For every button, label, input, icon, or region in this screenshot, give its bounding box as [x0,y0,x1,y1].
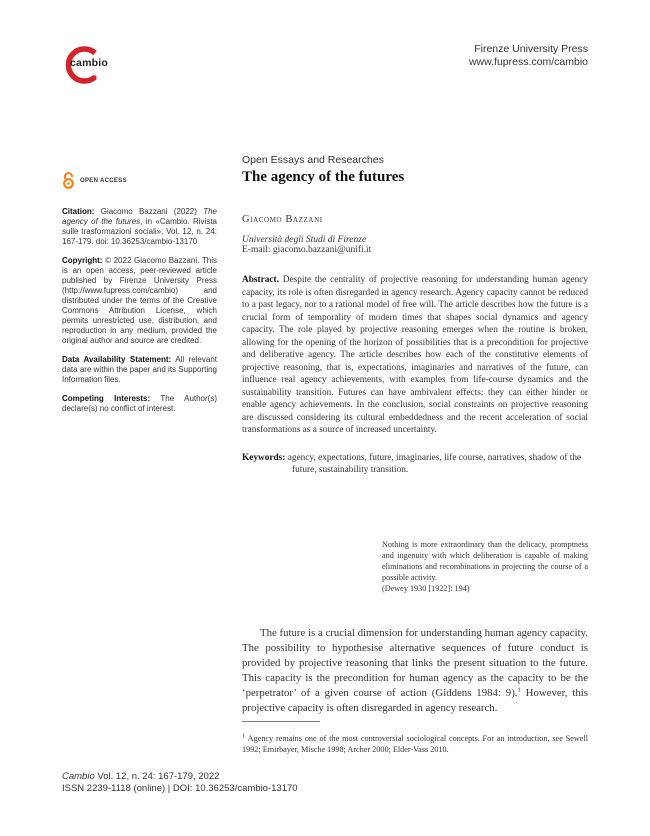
competing-interests-text: The Author(s) declare(s) no conflict of interest. [62,394,218,413]
logo-text: cambio [70,57,108,69]
keywords-text: agency, expectations, future, imaginaries, life course, narratives, shadow of the future, sustainability transition. [287,452,582,475]
abstract-text: Despite the centrality of projective reasoning for understanding human agency capacity, its role is often disregarded in agency research. Agency capacity cannot be reduced to a past legacy, nor to a rational model of free will. The article describes how the future is a crucial form of temporality of modern times that shapes social dynamics and agency capacity. The role played by projective reasoning emerges when the routine is broken, allowing for the opening of the horizon of possibilities that is a precondition for projective and deliberative agency. The article describes how each of the constitutive elements of projective reasoning, that is, expectations, imaginaries and narratives of the future, can influence real agency achievements, with examples from life-course dynamics and the sustainability transition. Futures can have ambivalent effects: they can either hinder or enable agency achievements. In the conclusion, social constraints on projective reasoning are discussed considering its cultural embeddedness and the recent acceleration of social transformations as a source of increased uncertainty. [242,275,588,435]
article-metadata-sidebar [62,172,217,423]
citation-text-2: , in «Cambio. Rivista sulle trasformazioni sociali», Vol. 12, n. 24: 167-179. doi: 10.36253/cambio-13170 [62,217,218,246]
author-email: E-mail: giacomo.bazzani@unifi.it [242,245,372,255]
keywords-label: Keywords: [242,452,286,463]
footnote [242,733,588,755]
footnote-text: Agency remains one of the most controversial sociological concepts. For an introduction, see Sewell 1992; Emirbayer, Mische 1998; Archer 2000; Elder-Vass 2010. [242,734,588,754]
body-paragraph [242,626,588,716]
footer-journal-name: Cambio [62,771,95,782]
abstract-label: Abstract. [242,275,279,285]
cambio-logo [62,45,122,85]
page-footer [62,771,298,795]
body-text-1: The future is a crucial dimension for understanding human agency capacity. The possibility to hypothesise alternative sequences of future conduct is provided by projective reasoning that links the present situation to the future. This capacity is the precondition for human agency as the capacity to be the ‘perpetrator’ of a given course of action (Giddens 1984: 9). [242,627,588,699]
data-availability-label: Data Availability Statement: [62,355,172,364]
open-access-icon [62,172,75,189]
epigraph [382,539,588,594]
article-main [242,150,588,477]
footer-journal-volume: Vol. 12, n. 24: 167-179, 2022 [94,771,220,782]
publisher-info [469,43,588,69]
copyright-block [62,256,217,346]
article-title: The agency of the futures [242,169,405,185]
data-availability-block [62,355,217,385]
epigraph-source: (Dewey 1930 [1922]: 194) [382,584,470,593]
open-access-label: OPEN ACCESS [80,177,127,184]
competing-interests-block [62,394,217,414]
publisher-url[interactable]: www.fupress.com/cambio [468,56,588,68]
author-affiliation: Università degli Studi di Firenze [242,235,367,245]
citation-block [62,207,217,247]
open-access-badge [62,172,217,189]
epigraph-quote: Nothing is more extraordinary than the delicacy, promptness and ingenuity with which deliberation is capable of making eliminations and recombinations in projecting the course of a possible activity. [382,540,588,582]
citation-title: The agency of the futures [62,207,217,226]
copyright-text: © 2022 Giacomo Bazzani. This is an open access, peer-reviewed article published by Firenze University Press (http://www.fupress.com/cambio) and distributed under the terms of the Creative Commons Attribution License, which permits unrestricted use, distribution, and reproduction in any medium, provided the original author and source are credited. [62,256,217,345]
keywords [242,452,588,477]
citation-label: Citation: [62,207,95,216]
section-heading: Open Essays and Researches [242,154,384,166]
author-name: Giacomo Bazzani [242,214,323,225]
footer-issn-line: ISSN 2239-1118 (online) | DOI: 10.36253/cambio-13170 [62,783,298,794]
footnote-number: 1 [242,732,246,740]
copyright-label: Copyright: [62,256,103,265]
abstract [242,274,588,437]
competing-interests-label: Competing Interests: [62,394,151,403]
footnote-divider [242,721,320,722]
footer-journal-line [62,771,298,783]
body-text [242,626,588,716]
citation-text-1: Giacomo Bazzani (2022) [100,207,197,216]
publisher-name: Firenze University Press [474,43,588,55]
footnote-ref[interactable]: 1 [517,686,521,694]
data-availability-text: All relevant data are within the paper and its Supporting Information files. [62,355,217,384]
body-text-2: However, this projective capacity is often disregarded in agency research. [242,687,588,714]
